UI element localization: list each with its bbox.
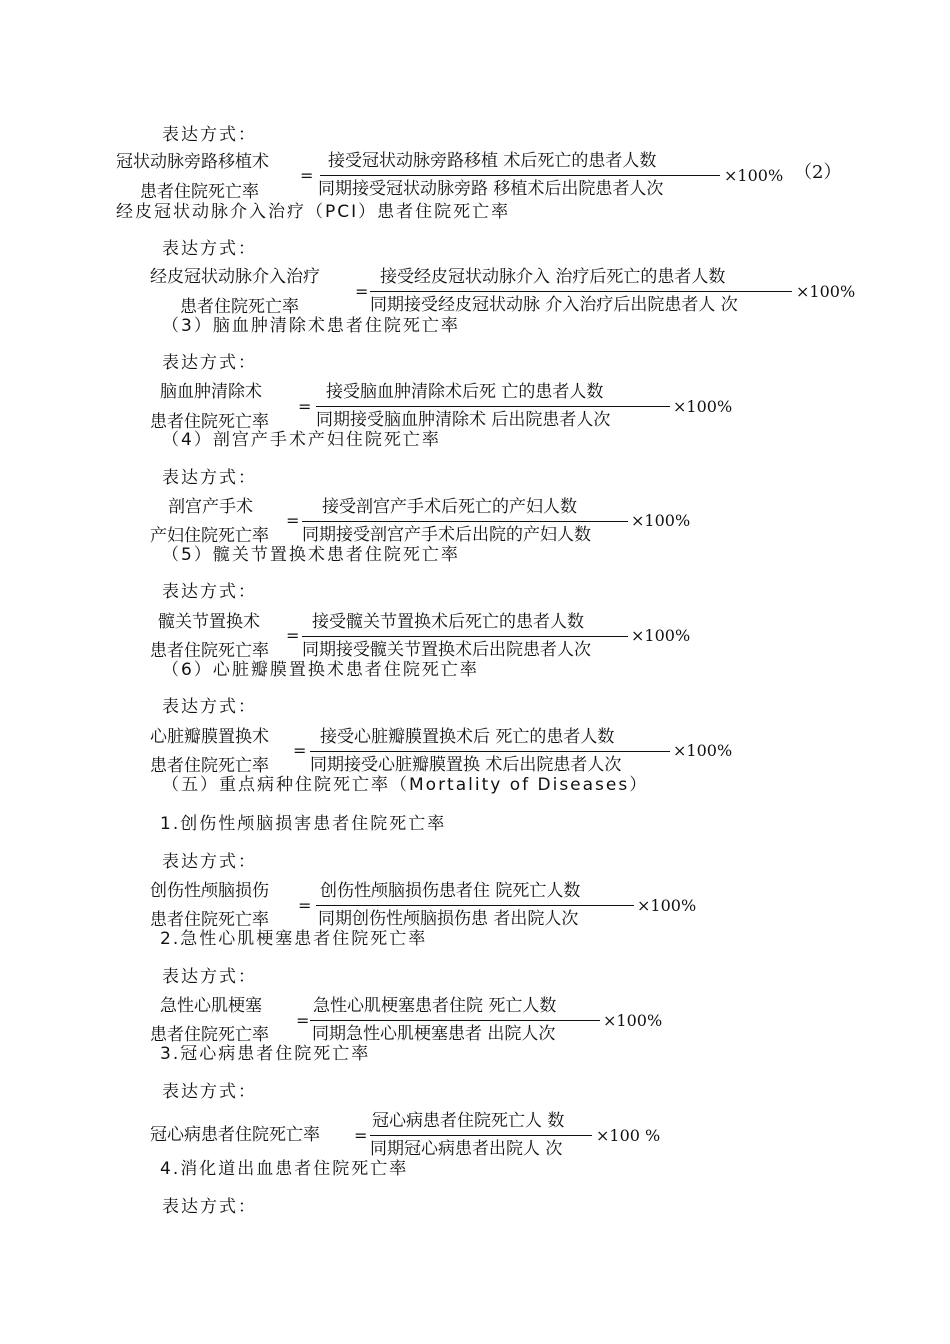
formula-lhs-line1: 脑血肿清除术 xyxy=(160,382,262,402)
section-heading: （6）心脏瓣膜置换术患者住院死亡率 xyxy=(162,660,479,680)
formula-lhs-line1: 经皮冠状动脉介入治疗 xyxy=(150,267,320,287)
section-heading: 4.消化道出血患者住院死亡率 xyxy=(160,1159,409,1179)
times-100-percent: ×100% xyxy=(673,741,733,760)
fraction-numerator: 接受髋关节置换术后死亡的患者人数 xyxy=(312,612,584,632)
fraction-numerator: 冠心病患者住院死亡人 数 xyxy=(372,1111,565,1131)
formula-lhs-line2: 患者住院死亡率 xyxy=(150,641,269,661)
fraction-bar xyxy=(320,175,720,176)
expression-label: 表达方式： xyxy=(162,697,257,717)
formula-lhs-line2: 患者住院死亡率 xyxy=(150,1025,269,1045)
expression-label: 表达方式： xyxy=(162,125,257,145)
times-100-percent: ×100% xyxy=(637,896,697,915)
formula-lhs-line2: 患者住院死亡率 xyxy=(150,910,269,930)
equals-sign: = xyxy=(298,896,312,915)
formula-lhs-line2: 产妇住院死亡率 xyxy=(150,526,269,546)
equals-sign: = xyxy=(300,166,314,185)
fraction-bar xyxy=(310,1020,600,1021)
fraction-denominator: 同期接受髋关节置换术后出院患者人次 xyxy=(302,640,591,660)
fraction-bar xyxy=(370,291,792,292)
times-100-percent: ×100% xyxy=(724,166,784,185)
formula-lhs: 冠心病患者住院死亡率 xyxy=(150,1125,320,1145)
formula-lhs-line1: 心脏瓣膜置换术 xyxy=(150,727,269,747)
section-heading: （3）脑血肿清除术患者住院死亡率 xyxy=(162,316,460,336)
expression-label: 表达方式： xyxy=(162,353,257,373)
subsection-heading: 1.创伤性颅脑损害患者住院死亡率 xyxy=(160,814,447,834)
formula-lhs-line1: 髋关节置换术 xyxy=(158,612,260,632)
section-heading: （5）髋关节置换术患者住院死亡率 xyxy=(162,545,460,565)
fraction-bar xyxy=(302,636,628,637)
fraction-denominator: 同期急性心肌梗塞患者 出院人次 xyxy=(312,1024,556,1044)
equals-sign: = xyxy=(354,1126,368,1145)
fraction-numerator: 接受剖宫产手术后死亡的产妇人数 xyxy=(322,497,577,517)
times-100-percent: ×100 % xyxy=(596,1126,661,1145)
equals-sign: = xyxy=(355,282,369,301)
fraction-bar xyxy=(316,406,670,407)
fraction-bar xyxy=(370,1135,592,1136)
formula-lhs-line1: 剖宫产手术 xyxy=(168,497,253,517)
equals-sign: = xyxy=(296,1011,310,1030)
expression-label: 表达方式： xyxy=(162,1082,257,1102)
formula-lhs-line2: 患者住院死亡率 xyxy=(140,182,259,202)
fraction-numerator: 创伤性颅脑损伤患者住 院死亡人数 xyxy=(320,881,581,901)
times-100-percent: ×100% xyxy=(673,397,733,416)
fraction-numerator: 接受脑血肿清除术后死 亡的患者人数 xyxy=(326,382,604,402)
fraction-bar xyxy=(302,521,628,522)
section-heading: 3.冠心病患者住院死亡率 xyxy=(160,1044,371,1064)
section-heading: 2.急性心肌梗塞患者住院死亡率 xyxy=(160,929,428,949)
equals-sign: = xyxy=(293,741,307,760)
formula-lhs-line1: 冠状动脉旁路移植术 xyxy=(116,152,269,172)
expression-label: 表达方式： xyxy=(162,582,257,602)
formula-lhs-line2: 患者住院死亡率 xyxy=(180,297,299,317)
expression-label: 表达方式： xyxy=(162,967,257,987)
fraction-numerator: 接受经皮冠状动脉介入 治疗后死亡的患者人数 xyxy=(380,267,726,287)
expression-label: 表达方式： xyxy=(162,239,257,259)
fraction-denominator: 同期接受心脏瓣膜置换 术后出院患者人次 xyxy=(310,755,622,775)
formula-lhs-line2: 患者住院死亡率 xyxy=(150,756,269,776)
fraction-denominator: 同期冠心病患者出院人 次 xyxy=(370,1139,563,1159)
times-100-percent: ×100% xyxy=(631,511,691,530)
fraction-numerator: 接受冠状动脉旁路移植 术后死亡的患者人数 xyxy=(328,151,657,171)
equals-sign: = xyxy=(298,397,312,416)
fraction-denominator: 同期接受经皮冠状动脉 介入治疗后出院患者人 次 xyxy=(370,295,738,315)
item-number: （2） xyxy=(794,162,842,183)
fraction-denominator: 同期接受剖宫产手术后出院的产妇人数 xyxy=(302,525,591,545)
equals-sign: = xyxy=(286,626,300,645)
times-100-percent: ×100% xyxy=(603,1011,663,1030)
fraction-numerator: 接受心脏瓣膜置换术后 死亡的患者人数 xyxy=(320,727,615,747)
fraction-bar xyxy=(316,905,634,906)
fraction-numerator: 急性心肌梗塞患者住院 死亡人数 xyxy=(313,996,557,1016)
fraction-denominator: 同期创伤性颅脑损伤患 者出院人次 xyxy=(318,909,579,929)
fraction-denominator: 同期接受脑血肿清除术 后出院患者人次 xyxy=(316,410,611,430)
equals-sign: = xyxy=(286,511,300,530)
fraction-denominator: 同期接受冠状动脉旁路 移植术后出院患者人次 xyxy=(318,179,664,199)
times-100-percent: ×100% xyxy=(796,282,856,301)
section-heading: 经皮冠状动脉介入治疗（PCI）患者住院死亡率 xyxy=(116,202,511,222)
section-heading: （五）重点病种住院死亡率（Mortality of Diseases） xyxy=(162,775,649,795)
expression-label: 表达方式： xyxy=(162,468,257,488)
formula-lhs-line1: 创伤性颅脑损伤 xyxy=(150,881,269,901)
formula-lhs-line2: 患者住院死亡率 xyxy=(150,412,269,432)
expression-label: 表达方式： xyxy=(162,1197,257,1217)
formula-lhs-line1: 急性心肌梗塞 xyxy=(160,996,262,1016)
fraction-bar xyxy=(310,751,670,752)
expression-label: 表达方式： xyxy=(162,852,257,872)
times-100-percent: ×100% xyxy=(631,626,691,645)
section-heading: （4）剖宫产手术产妇住院死亡率 xyxy=(162,430,441,450)
